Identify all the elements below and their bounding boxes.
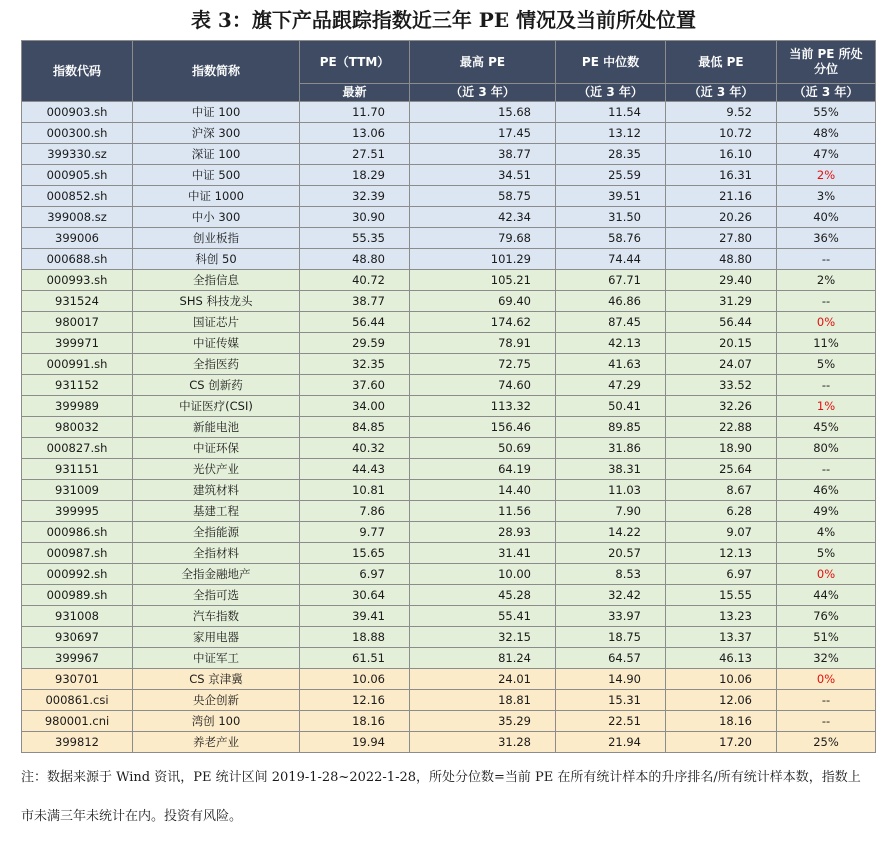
pe-ttm-cell: 55.35 [300, 228, 410, 249]
pe-ttm-cell: 15.65 [300, 543, 410, 564]
header-name: 指数简称 [133, 41, 300, 102]
index-name-cell: 中证传媒 [133, 333, 300, 354]
index-code-cell: 399330.sz [22, 144, 133, 165]
index-code-cell: 930701 [22, 669, 133, 690]
table-row [22, 312, 876, 333]
percentile-cell: 32% [777, 648, 876, 669]
pe-ttm-cell: 10.81 [300, 480, 410, 501]
index-name-cell: 全指医药 [133, 354, 300, 375]
pe-max-cell: 31.28 [410, 732, 556, 753]
percentile-cell: 2% [777, 165, 876, 186]
pe-min-cell: 10.06 [666, 669, 777, 690]
percentile-cell: 4% [777, 522, 876, 543]
pe-ttm-cell: 44.43 [300, 459, 410, 480]
pe-ttm-cell: 12.16 [300, 690, 410, 711]
percentile-cell: 5% [777, 543, 876, 564]
index-code-cell: 000903.sh [22, 102, 133, 123]
table-row [22, 711, 876, 732]
header-pe-median: PE 中位数 [556, 41, 666, 84]
index-name-cell: 中证环保 [133, 438, 300, 459]
header-pe-min: 最低 PE [666, 41, 777, 84]
pe-median-cell: 50.41 [556, 396, 666, 417]
index-code-cell: 399006 [22, 228, 133, 249]
pe-ttm-cell: 30.64 [300, 585, 410, 606]
percentile-cell: 40% [777, 207, 876, 228]
pe-max-cell: 74.60 [410, 375, 556, 396]
pe-ttm-cell: 18.29 [300, 165, 410, 186]
pe-max-cell: 78.91 [410, 333, 556, 354]
index-name-cell: 科创 50 [133, 249, 300, 270]
pe-ttm-cell: 32.39 [300, 186, 410, 207]
pe-ttm-cell: 6.97 [300, 564, 410, 585]
index-name-cell: 新能电池 [133, 417, 300, 438]
pe-median-cell: 7.90 [556, 501, 666, 522]
table-title: 表 3：旗下产品跟踪指数近三年 PE 情况及当前所处位置 [190, 8, 697, 32]
pe-ttm-cell: 29.59 [300, 333, 410, 354]
index-code-cell: 980017 [22, 312, 133, 333]
table-row [22, 543, 876, 564]
index-name-cell: 深证 100 [133, 144, 300, 165]
table-row [22, 669, 876, 690]
header-percentile-line2: 分位 [813, 62, 838, 76]
index-name-cell: 国证芯片 [133, 312, 300, 333]
pe-max-cell: 45.28 [410, 585, 556, 606]
pe-max-cell: 11.56 [410, 501, 556, 522]
percentile-cell: 2% [777, 270, 876, 291]
pe-median-cell: 42.13 [556, 333, 666, 354]
pe-median-cell: 13.12 [556, 123, 666, 144]
index-name-cell: 光伏产业 [133, 459, 300, 480]
index-name-cell: 中证 100 [133, 102, 300, 123]
pe-median-cell: 67.71 [556, 270, 666, 291]
pe-max-cell: 55.41 [410, 606, 556, 627]
pe-median-cell: 21.94 [556, 732, 666, 753]
index-name-cell: SHS 科技龙头 [133, 291, 300, 312]
footnote: 注：数据来源于 Wind 资讯，PE 统计区间 2019-1-28~2022-1-28，所处分位数=当前 PE 在所有统计样本的升序排名/所有统计样本数，指数上市未满三年未统计在内。投资有风险。 [21, 770, 861, 824]
pe-ttm-cell: 30.90 [300, 207, 410, 228]
subheader-pe-median: （近 3 年） [556, 84, 666, 102]
index-name-cell: 全指可选 [133, 585, 300, 606]
pe-max-cell: 32.15 [410, 627, 556, 648]
index-name-cell: CS 创新药 [133, 375, 300, 396]
pe-ttm-cell: 13.06 [300, 123, 410, 144]
index-code-cell: 931009 [22, 480, 133, 501]
pe-median-cell: 18.75 [556, 627, 666, 648]
pe-median-cell: 31.86 [556, 438, 666, 459]
pe-median-cell: 47.29 [556, 375, 666, 396]
pe-max-cell: 174.62 [410, 312, 556, 333]
table-row [22, 375, 876, 396]
pe-min-cell: 31.29 [666, 291, 777, 312]
index-code-cell: 399008.sz [22, 207, 133, 228]
index-name-cell: 中证 1000 [133, 186, 300, 207]
subheader-pe-ttm: 最新 [300, 84, 410, 102]
pe-median-cell: 31.50 [556, 207, 666, 228]
index-code-cell: 000989.sh [22, 585, 133, 606]
percentile-cell: 51% [777, 627, 876, 648]
pe-median-cell: 58.76 [556, 228, 666, 249]
index-name-cell: 全指能源 [133, 522, 300, 543]
percentile-cell: 5% [777, 354, 876, 375]
index-name-cell: 基建工程 [133, 501, 300, 522]
percentile-cell: -- [777, 690, 876, 711]
pe-min-cell: 24.07 [666, 354, 777, 375]
table-row [22, 291, 876, 312]
percentile-cell: -- [777, 711, 876, 732]
index-name-cell: CS 京津冀 [133, 669, 300, 690]
header-percentile-line1: 当前 PE 所处 [789, 47, 863, 61]
pe-min-cell: 16.31 [666, 165, 777, 186]
pe-ttm-cell: 32.35 [300, 354, 410, 375]
percentile-cell: -- [777, 291, 876, 312]
pe-min-cell: 33.52 [666, 375, 777, 396]
index-code-cell: 000861.csi [22, 690, 133, 711]
pe-max-cell: 64.19 [410, 459, 556, 480]
percentile-cell: -- [777, 459, 876, 480]
percentile-cell: -- [777, 375, 876, 396]
pe-max-cell: 72.75 [410, 354, 556, 375]
table-row [22, 480, 876, 501]
percentile-cell: 48% [777, 123, 876, 144]
percentile-cell: 44% [777, 585, 876, 606]
index-code-cell: 931524 [22, 291, 133, 312]
pe-min-cell: 13.23 [666, 606, 777, 627]
table-row [22, 627, 876, 648]
pe-median-cell: 89.85 [556, 417, 666, 438]
percentile-cell: 49% [777, 501, 876, 522]
pe-ttm-cell: 18.88 [300, 627, 410, 648]
index-code-cell: 000993.sh [22, 270, 133, 291]
percentile-cell: 0% [777, 564, 876, 585]
pe-ttm-cell: 84.85 [300, 417, 410, 438]
index-code-cell: 399967 [22, 648, 133, 669]
pe-median-cell: 8.53 [556, 564, 666, 585]
pe-min-cell: 20.26 [666, 207, 777, 228]
pe-min-cell: 20.15 [666, 333, 777, 354]
index-code-cell: 000688.sh [22, 249, 133, 270]
percentile-cell: 0% [777, 669, 876, 690]
index-code-cell: 000992.sh [22, 564, 133, 585]
index-code-cell: 000986.sh [22, 522, 133, 543]
pe-median-cell: 28.35 [556, 144, 666, 165]
table-row [22, 186, 876, 207]
pe-min-cell: 12.13 [666, 543, 777, 564]
pe-min-cell: 21.16 [666, 186, 777, 207]
percentile-cell: 55% [777, 102, 876, 123]
index-name-cell: 央企创新 [133, 690, 300, 711]
pe-min-cell: 10.72 [666, 123, 777, 144]
pe-ttm-cell: 39.41 [300, 606, 410, 627]
index-name-cell: 创业板指 [133, 228, 300, 249]
table-row [22, 648, 876, 669]
index-code-cell: 000905.sh [22, 165, 133, 186]
index-name-cell: 家用电器 [133, 627, 300, 648]
pe-max-cell: 35.29 [410, 711, 556, 732]
header-pe-ttm: PE（TTM） [300, 41, 410, 84]
index-name-cell: 湾创 100 [133, 711, 300, 732]
pe-ttm-cell: 9.77 [300, 522, 410, 543]
pe-ttm-cell: 56.44 [300, 312, 410, 333]
table-row [22, 606, 876, 627]
table-row [22, 165, 876, 186]
table-row [22, 396, 876, 417]
percentile-cell: 1% [777, 396, 876, 417]
pe-max-cell: 31.41 [410, 543, 556, 564]
table-row [22, 690, 876, 711]
index-code-cell: 000991.sh [22, 354, 133, 375]
header-percentile [777, 41, 876, 84]
index-code-cell: 931008 [22, 606, 133, 627]
pe-min-cell: 6.97 [666, 564, 777, 585]
pe-median-cell: 32.42 [556, 585, 666, 606]
pe-max-cell: 34.51 [410, 165, 556, 186]
pe-median-cell: 25.59 [556, 165, 666, 186]
pe-min-cell: 13.37 [666, 627, 777, 648]
pe-ttm-cell: 11.70 [300, 102, 410, 123]
pe-median-cell: 11.54 [556, 102, 666, 123]
pe-median-cell: 15.31 [556, 690, 666, 711]
pe-median-cell: 14.22 [556, 522, 666, 543]
pe-ttm-cell: 38.77 [300, 291, 410, 312]
header-pe-max: 最高 PE [410, 41, 556, 84]
table-row [22, 123, 876, 144]
index-code-cell: 000987.sh [22, 543, 133, 564]
pe-median-cell: 46.86 [556, 291, 666, 312]
pe-min-cell: 46.13 [666, 648, 777, 669]
pe-max-cell: 79.68 [410, 228, 556, 249]
pe-max-cell: 17.45 [410, 123, 556, 144]
pe-min-cell: 8.67 [666, 480, 777, 501]
index-code-cell: 980001.cni [22, 711, 133, 732]
percentile-cell: 25% [777, 732, 876, 753]
pe-min-cell: 48.80 [666, 249, 777, 270]
table-row [22, 228, 876, 249]
index-code-cell: 399995 [22, 501, 133, 522]
pe-min-cell: 18.90 [666, 438, 777, 459]
pe-min-cell: 9.07 [666, 522, 777, 543]
pe-min-cell: 9.52 [666, 102, 777, 123]
index-name-cell: 全指信息 [133, 270, 300, 291]
percentile-cell: 46% [777, 480, 876, 501]
percentile-cell: -- [777, 249, 876, 270]
pe-min-cell: 18.16 [666, 711, 777, 732]
pe-ttm-cell: 34.00 [300, 396, 410, 417]
percentile-cell: 3% [777, 186, 876, 207]
pe-max-cell: 10.00 [410, 564, 556, 585]
pe-median-cell: 22.51 [556, 711, 666, 732]
table-row [22, 438, 876, 459]
pe-max-cell: 14.40 [410, 480, 556, 501]
pe-median-cell: 74.44 [556, 249, 666, 270]
index-name-cell: 汽车指数 [133, 606, 300, 627]
table-row [22, 249, 876, 270]
pe-max-cell: 69.40 [410, 291, 556, 312]
table-row [22, 585, 876, 606]
index-name-cell: 中证军工 [133, 648, 300, 669]
table-row [22, 207, 876, 228]
pe-max-cell: 156.46 [410, 417, 556, 438]
percentile-cell: 45% [777, 417, 876, 438]
pe-max-cell: 24.01 [410, 669, 556, 690]
index-name-cell: 全指材料 [133, 543, 300, 564]
pe-min-cell: 16.10 [666, 144, 777, 165]
index-code-cell: 399989 [22, 396, 133, 417]
pe-ttm-cell: 40.32 [300, 438, 410, 459]
pe-max-cell: 101.29 [410, 249, 556, 270]
table-row [22, 522, 876, 543]
index-code-cell: 930697 [22, 627, 133, 648]
pe-median-cell: 11.03 [556, 480, 666, 501]
pe-min-cell: 15.55 [666, 585, 777, 606]
percentile-cell: 80% [777, 438, 876, 459]
table-row [22, 564, 876, 585]
pe-median-cell: 38.31 [556, 459, 666, 480]
index-code-cell: 931151 [22, 459, 133, 480]
pe-median-cell: 64.57 [556, 648, 666, 669]
pe-median-cell: 41.63 [556, 354, 666, 375]
table-row [22, 333, 876, 354]
pe-min-cell: 27.80 [666, 228, 777, 249]
pe-ttm-cell: 10.06 [300, 669, 410, 690]
index-name-cell: 中证医疗(CSI) [133, 396, 300, 417]
index-code-cell: 000827.sh [22, 438, 133, 459]
index-name-cell: 养老产业 [133, 732, 300, 753]
pe-min-cell: 6.28 [666, 501, 777, 522]
pe-min-cell: 25.64 [666, 459, 777, 480]
pe-min-cell: 32.26 [666, 396, 777, 417]
pe-median-cell: 39.51 [556, 186, 666, 207]
index-name-cell: 中证 500 [133, 165, 300, 186]
subheader-pe-min: （近 3 年） [666, 84, 777, 102]
table-row [22, 459, 876, 480]
pe-max-cell: 81.24 [410, 648, 556, 669]
pe-max-cell: 58.75 [410, 186, 556, 207]
subheader-percentile: （近 3 年） [777, 84, 876, 102]
index-name-cell: 中小 300 [133, 207, 300, 228]
pe-median-cell: 33.97 [556, 606, 666, 627]
table-row [22, 417, 876, 438]
pe-min-cell: 22.88 [666, 417, 777, 438]
index-name-cell: 建筑材料 [133, 480, 300, 501]
index-code-cell: 000300.sh [22, 123, 133, 144]
index-code-cell: 399971 [22, 333, 133, 354]
pe-max-cell: 105.21 [410, 270, 556, 291]
table-row [22, 270, 876, 291]
percentile-cell: 36% [777, 228, 876, 249]
pe-ttm-cell: 37.60 [300, 375, 410, 396]
pe-ttm-cell: 18.16 [300, 711, 410, 732]
pe-median-cell: 20.57 [556, 543, 666, 564]
pe-ttm-cell: 61.51 [300, 648, 410, 669]
pe-table [21, 40, 876, 753]
percentile-cell: 47% [777, 144, 876, 165]
pe-max-cell: 15.68 [410, 102, 556, 123]
index-name-cell: 全指金融地产 [133, 564, 300, 585]
index-name-cell: 沪深 300 [133, 123, 300, 144]
pe-max-cell: 18.81 [410, 690, 556, 711]
pe-ttm-cell: 27.51 [300, 144, 410, 165]
pe-ttm-cell: 40.72 [300, 270, 410, 291]
percentile-cell: 11% [777, 333, 876, 354]
subheader-pe-max: （近 3 年） [410, 84, 556, 102]
pe-min-cell: 29.40 [666, 270, 777, 291]
pe-max-cell: 50.69 [410, 438, 556, 459]
pe-max-cell: 28.93 [410, 522, 556, 543]
pe-max-cell: 113.32 [410, 396, 556, 417]
index-code-cell: 931152 [22, 375, 133, 396]
table-row [22, 102, 876, 123]
table-body [22, 102, 876, 753]
pe-min-cell: 17.20 [666, 732, 777, 753]
pe-min-cell: 12.06 [666, 690, 777, 711]
pe-min-cell: 56.44 [666, 312, 777, 333]
pe-median-cell: 87.45 [556, 312, 666, 333]
index-code-cell: 399812 [22, 732, 133, 753]
index-code-cell: 980032 [22, 417, 133, 438]
percentile-cell: 0% [777, 312, 876, 333]
pe-max-cell: 42.34 [410, 207, 556, 228]
pe-median-cell: 14.90 [556, 669, 666, 690]
table-row [22, 501, 876, 522]
header-code: 指数代码 [22, 41, 133, 102]
table-row [22, 732, 876, 753]
percentile-cell: 76% [777, 606, 876, 627]
pe-max-cell: 38.77 [410, 144, 556, 165]
table-row [22, 144, 876, 165]
pe-ttm-cell: 7.86 [300, 501, 410, 522]
table-row [22, 354, 876, 375]
pe-ttm-cell: 48.80 [300, 249, 410, 270]
pe-ttm-cell: 19.94 [300, 732, 410, 753]
index-code-cell: 000852.sh [22, 186, 133, 207]
